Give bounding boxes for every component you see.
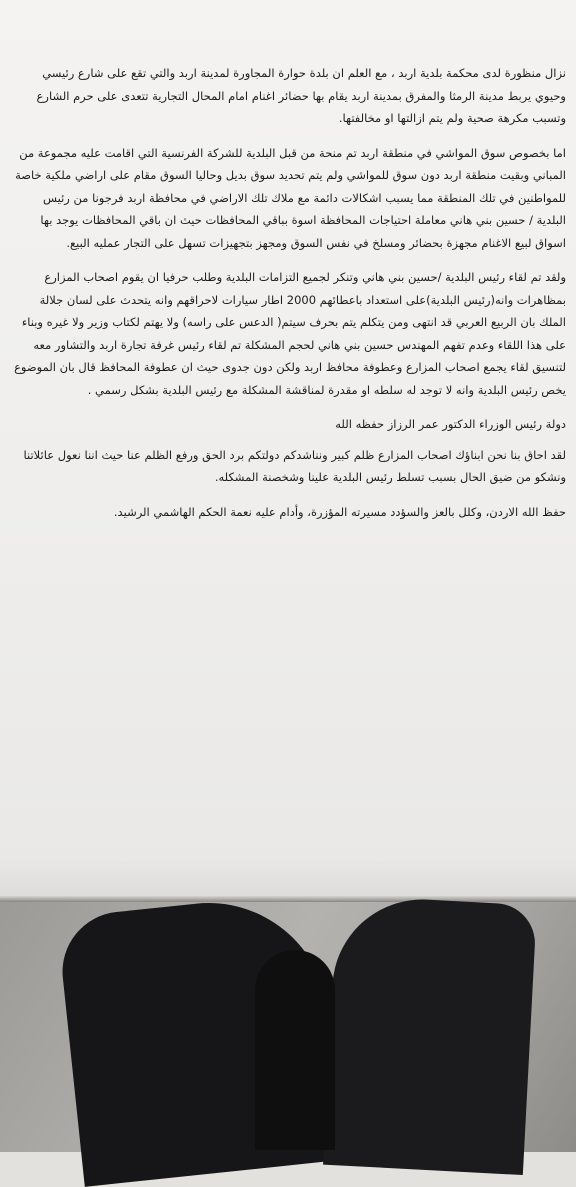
- paragraph-mayor-meeting: ولقد تم لقاء رئيس البلدية /حسين بني هاني وتنكر لجميع التزامات البلدية وطلب حرفيا ان يقوم اصحاب المزارع بمظاهرات وانه(رئيس البلدية)على استعداد باعطائهم 2000 اطار سيارات لاحراقهم وانه يتحدث على لسان جلالة الملك بان الربيع العربي قد انتهى ومن يتكلم يتم بحرف سيتم( الدعس على راسه) ولا يهتم لكتاب وزير ولا غيره وبناء على هذا اللقاء وعدم تفهم المهندس حسين بني هاني لحجم المشكلة تم لقاء رئيس غرفة تجارة اربد والتشاور معه لتنسيق لقاء يجمع اصحاب المزارع وعطوفة محافظ اربد ولكن دون جدوى حيث ان عطوفة المحافظ قال بان الموضوع يخص رئيس البلدية وانه لا توجد له سلطه او مقدرة لمناقشة المشكلة مع رئيس البلدية بشكل رسمي .: [14, 270, 566, 397]
- paragraph-closing: حفظ الله الاردن، وكلل بالعز والسؤدد مسيرته المؤزرة، وأدام عليه نعمة الحكم الهاشمي الرشيد.: [113, 504, 566, 519]
- letter-body: [10, 62, 566, 535]
- paragraph-appeal: لقد احاق بنا نحن ابناؤك اصحاب المزارع ظلم كبير ونناشدكم دولتكم برد الحق ورفع الظلم عنا حيث اننا نعول عائلاتنا ونشكو من ضيق الحال بسبب تسلط رئيس البلدية علينا وشخصنة المشكله.: [23, 447, 566, 484]
- paragraph-prime-minister-address: دولة رئيس الوزراء الدكتور عمر الرزاز حفظه الله: [335, 417, 566, 431]
- paper-edge-shadow: [0, 896, 576, 902]
- trouser-leg-right: [323, 895, 537, 1175]
- trouser-fold: [255, 950, 335, 1150]
- paragraph-hawara-pens: نزال منظورة لدى محكمة بلدية اربد ، مع العلم ان بلدة حوارة المجاورة لمدينة اربد والتي تقع على شارع رئيسي وحيوي يربط مدينة الرمثا والمفرق بمدينة اربد يقام بها حضائر اغنام امام المحال التجارية تتعدى على حرم الشارع وتسبب مكرهة صحية ولم يتم ازالتها او مخالفتها.: [36, 66, 566, 125]
- paragraph-livestock-market: اما بخصوص سوق المواشي في منطقة اربد تم منحة من قبل البلدية للشركة الفرنسية التي اقامت عليه مجموعة من المباني وبقيت منطقة اربد دون سوق للمواشي ولم يتم تحديد سوق بديل وحاليا السوق مقام على اراضي ملكية خاصة للمواطنين في تلك المنطقة مما يسبب اشكالات دائمة مع ملاك تلك الاراضي في محافظة اربد فرجونا من رئيس البلدية / حسين بني هاني معاملة احتياجات المحافظة اسوة بباقي المحافظات حيث ان باقي المحافظات يوجد بها اسواق لبيع الاغنام مجهزة بحضائر ومسلخ في نفس السوق ومجهز بتجهيزات تسهل على التجار عمليه البيع.: [15, 145, 566, 250]
